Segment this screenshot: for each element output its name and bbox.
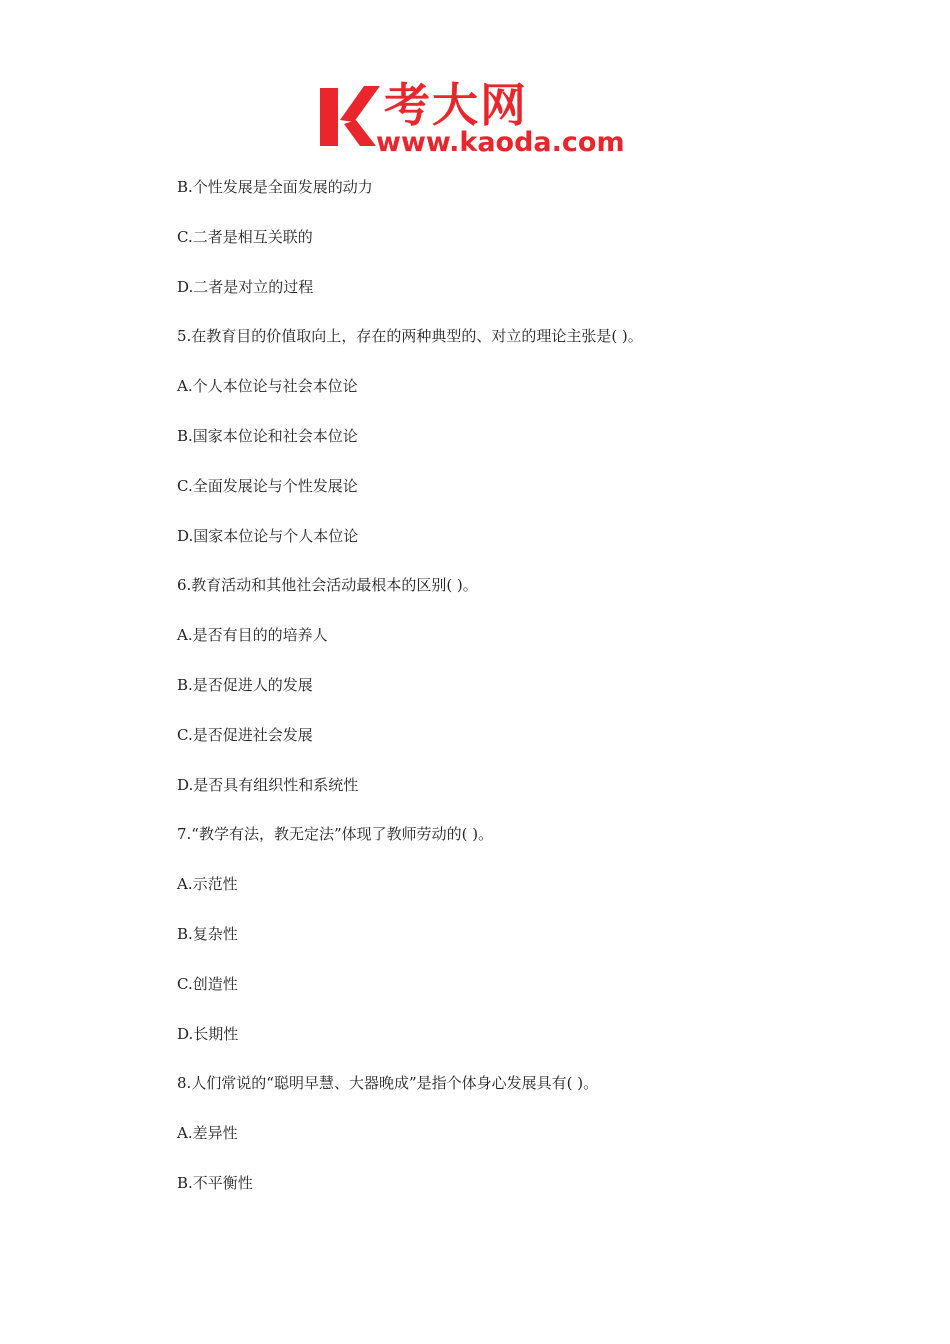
option-line: B.是否促进人的发展 bbox=[177, 675, 313, 694]
option-line: C.全面发展论与个性发展论 bbox=[177, 476, 358, 495]
question-content bbox=[177, 176, 777, 1222]
question-line: 6.教育活动和其他社会活动最根本的区别( )。 bbox=[177, 576, 478, 595]
option-line: B.个性发展是全面发展的动力 bbox=[177, 178, 373, 196]
question-line: 7.“教学有法，教无定法”体现了教师劳动的( )。 bbox=[177, 825, 494, 844]
option-line: C.是否促进社会发展 bbox=[177, 725, 313, 744]
option-line: A.示范性 bbox=[177, 875, 238, 894]
option-line: D.是否具有组织性和系统性 bbox=[177, 775, 359, 794]
logo-url: www.kaoda.com bbox=[376, 127, 625, 158]
option-line: A.个人本位论与社会本位论 bbox=[177, 377, 358, 396]
question-line: 8.人们常说的“聪明早慧、大器晚成”是指个体身心发展具有( )。 bbox=[177, 1074, 599, 1093]
option-line: B.不平衡性 bbox=[177, 1173, 253, 1192]
option-line: B.复杂性 bbox=[177, 924, 238, 943]
logo-title: 考大网 bbox=[384, 78, 528, 132]
kaoda-logo bbox=[318, 80, 640, 160]
k-logo-icon bbox=[318, 80, 382, 152]
option-line: D.国家本位论与个人本位论 bbox=[177, 526, 359, 545]
option-line: A.是否有目的的培养人 bbox=[177, 626, 328, 645]
option-line: A.差异性 bbox=[177, 1124, 238, 1143]
option-line: D.长期性 bbox=[177, 1024, 239, 1043]
option-line: C.二者是相互关联的 bbox=[177, 227, 313, 246]
question-line: 5.在教育目的价值取向上，存在的两种典型的、对立的理论主张是( )。 bbox=[177, 327, 643, 346]
option-line: B.国家本位论和社会本位论 bbox=[177, 426, 358, 445]
option-line: D.二者是对立的过程 bbox=[177, 277, 314, 296]
option-line: C.创造性 bbox=[177, 974, 238, 993]
